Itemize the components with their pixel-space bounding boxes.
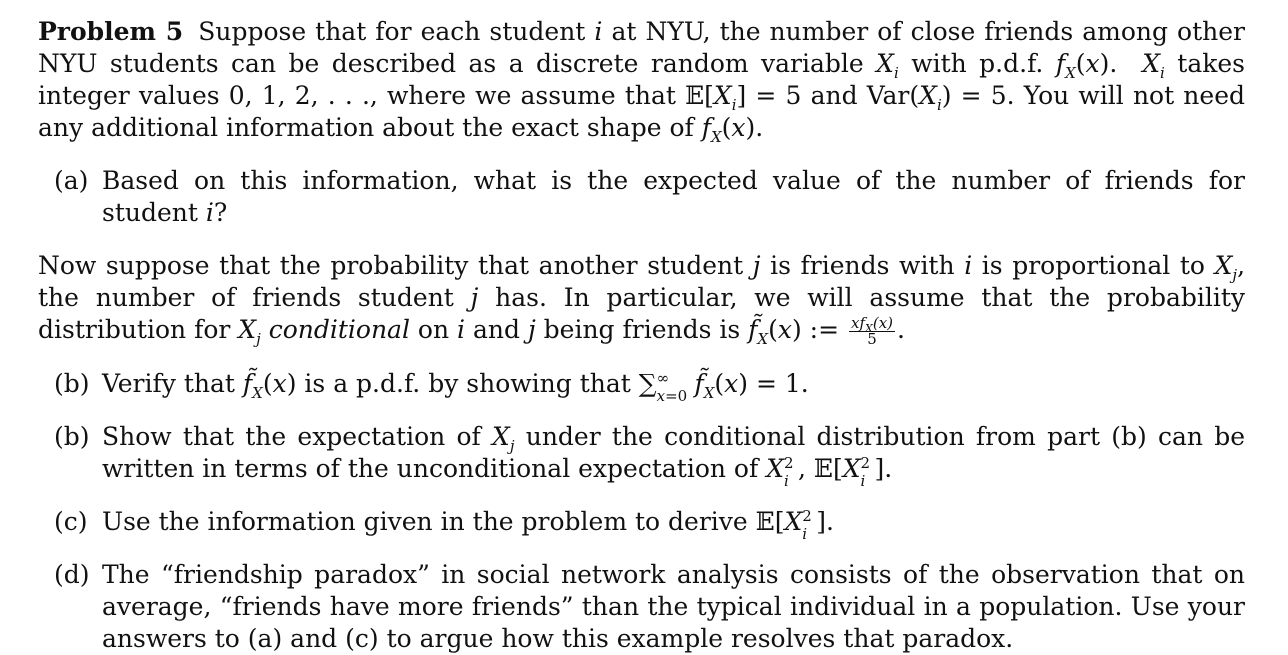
intro-text-7: You will not need any additional information about the exact shape of [38,81,1245,142]
fraction: $\frac{xf_X(x)}{5}$ [851,314,894,348]
mid-text-2: is friends with [770,251,955,280]
part-d-text: The “friendship paradox” in social network analysis consists of the observation that on average, “friends have more friends” than the typical individual in a population. Use your answers to (a) and (c) to argue how this example resolves that paradox. [102,560,1245,653]
mid-text-3: is proportional to [981,251,1205,280]
intro-text-4: takes integer values [38,49,1246,110]
mid-text-5: has. In particular, we will assume that the probability distribution for [38,283,1246,344]
intro-text-1: Suppose that for each student [198,17,586,46]
intro-text-6: and [810,81,858,110]
part-b2-label: (b) [54,422,90,451]
problem-intro: Problem 5 Suppose that for each student i at NYU, the number of close friends among other NYU students can be described as a discrete random variable $X_i$ with p.d.f. $f_X(x)$. $X_i$ takes integer values 0, 1, 2, . . ., where we assume that $𝔼[X_i] = 5$ and $Var(X_i) = 5$. You will not need any additional information about the exact shape of $f_X(x)$. [38,17,1246,146]
part-c-label: (c) [54,507,88,536]
part-b1-text-2: is a p.d.f. by showing that [304,369,631,398]
problem-5 [38,16,1245,655]
part-b2-text-1: Show that the expectation of [102,422,481,451]
part-b1-label: (b) [54,369,90,398]
mid-text-4: the number of friends student [38,283,454,312]
mid-text-7: on [417,315,450,344]
part-c-text: Use the information given in the problem to derive [102,507,748,536]
intro-text-3: with p.d.f. [911,49,1044,78]
intro-text-2: at NYU, the number of close friends among other NYU students can be described as a discrete random variable [38,17,1246,78]
intro-text-5: where we assume that [386,81,676,110]
part-a-text: Based on this information, what is the expected value of the number of friends for student [102,166,1245,227]
part-d [38,559,1245,655]
part-b2: (b) Show that the expectation of $X_j$ under the conditional distribution from part (b) can be written in terms of the unconditional expectation of X 2 i , 𝔼[X 2 i ]. [38,421,1245,485]
part-b2-text-2: under the conditional distribution from part (b) can be written in terms of the unconditional expectation of [102,422,1245,483]
part-a: (a) Based on this information, what is the expected value of the number of friends for student i? [38,165,1245,229]
mid-text-6: conditional [268,315,410,344]
mid-text-1: Now suppose that the probability that another student [38,251,744,280]
problem-title: Problem 5 [38,17,184,46]
part-c: (c) Use the information given in the problem to derive 𝔼[X 2 i ]. [38,506,1245,538]
mid-text-9: being friends is [543,315,741,344]
problem-middle: Now suppose that the probability that another student j is friends with i is proportional to $X_j$, the number of friends student j has. In particular, we will assume that the probability distribution for $X_j$ conditional on i and j being friends is $f̃_X(x)$ := $\frac{xf_X(x)}{5}$ . [38,251,1246,348]
part-a-label: (a) [54,166,89,195]
part-d-label: (d) [54,560,90,589]
part-b1: (b) Verify that $f̃_X(x)$ is a p.d.f. by showing that ∑ ∞ x=0 $f̃_X(x) = 1$. [38,368,1245,400]
part-b1-text-1: Verify that [102,369,235,398]
mid-text-8: and [472,315,520,344]
